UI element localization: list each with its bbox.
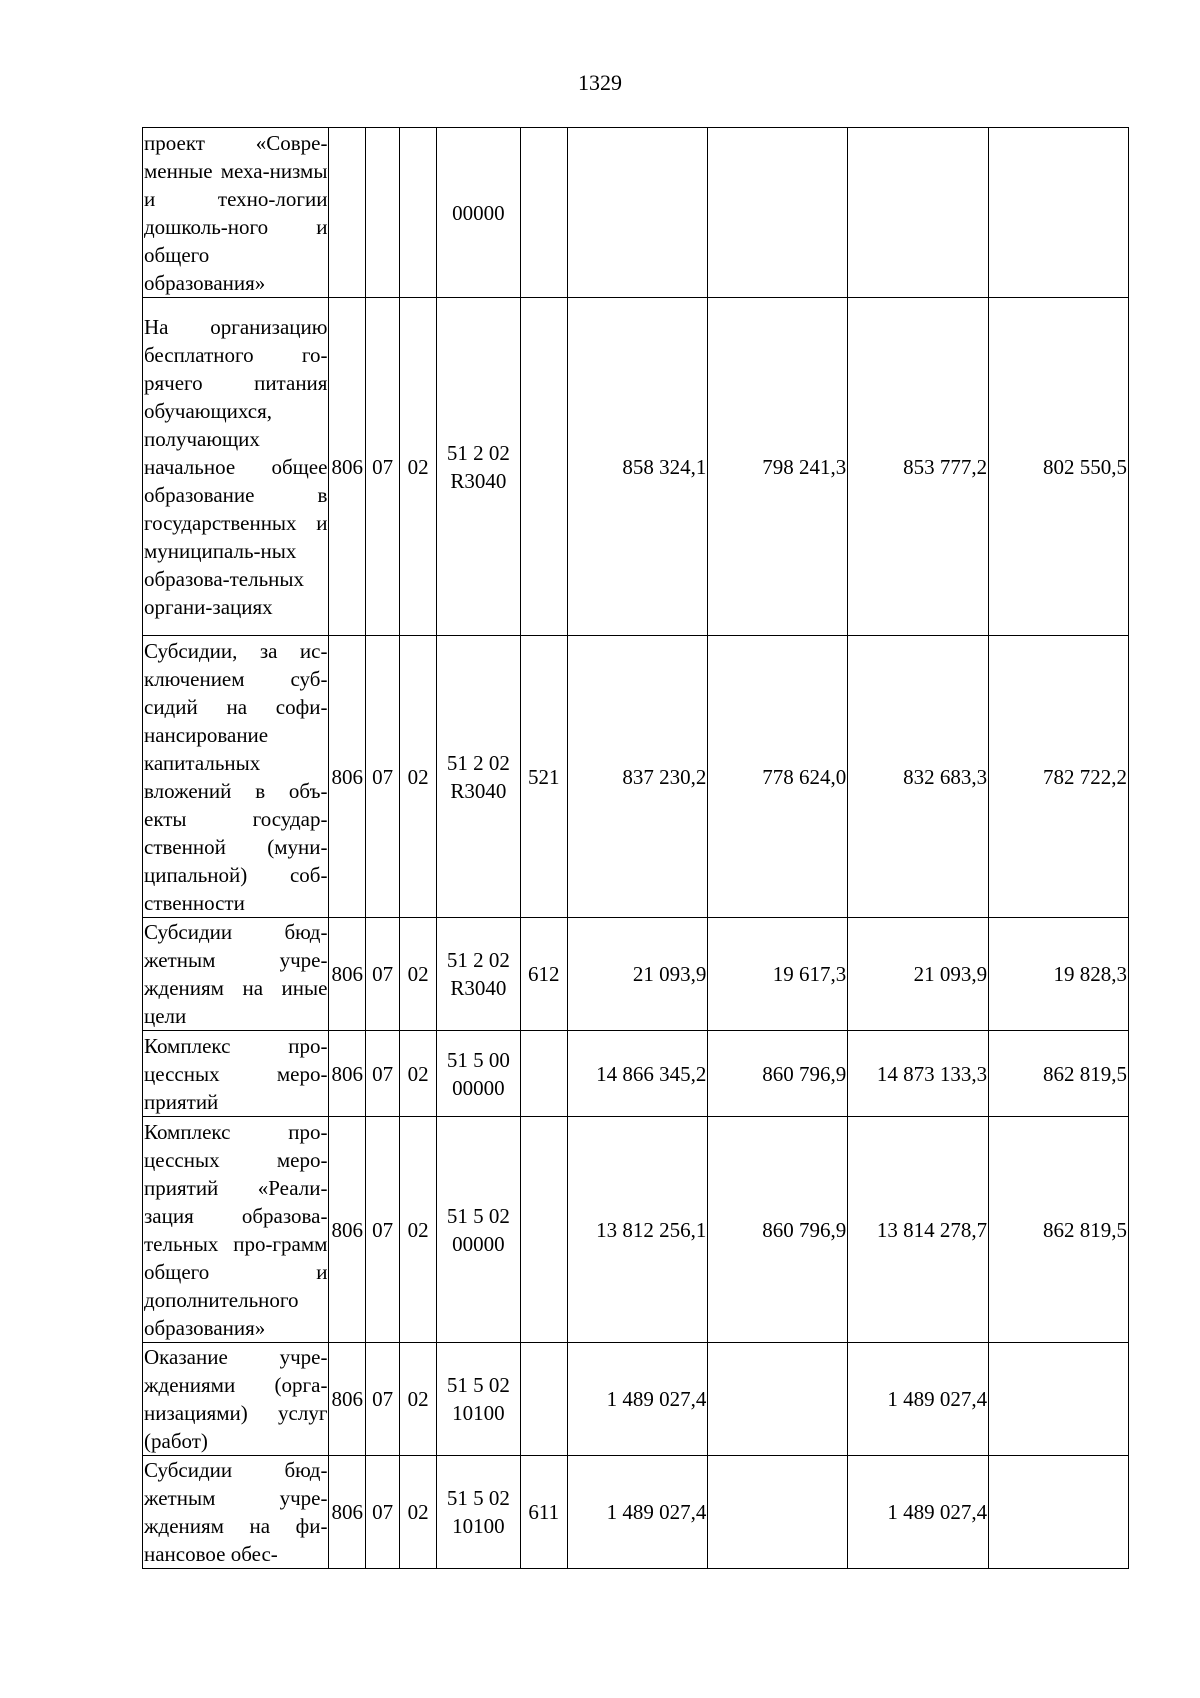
ved-code: 806	[329, 1343, 365, 1456]
target-article-code: 00000	[436, 128, 520, 298]
amount-2: 860 796,9	[708, 1117, 848, 1343]
table-row	[143, 1456, 1129, 1569]
section-code: 07	[365, 918, 399, 1031]
amount-3: 853 777,2	[848, 298, 989, 636]
amount-1: 1 489 027,4	[567, 1343, 708, 1456]
target-article-code: 51 5 02 10100	[436, 1343, 520, 1456]
amount-1	[567, 128, 708, 298]
subsection-code: 02	[400, 1031, 436, 1117]
table-row	[143, 1117, 1129, 1343]
target-article-code: 51 5 02 00000	[436, 1117, 520, 1343]
expense-type-code: 521	[520, 636, 567, 918]
row-name: Комплекс про-цессных меро-приятий «Реали-зация образова-тельных про-грамм общего и дополнительного образования»	[143, 1117, 329, 1343]
target-article-code: 51 5 00 00000	[436, 1031, 520, 1117]
table-row	[143, 636, 1129, 918]
section-code: 07	[365, 1031, 399, 1117]
table-row	[143, 128, 1129, 298]
target-article-code: 51 5 02 10100	[436, 1456, 520, 1569]
ved-code: 806	[329, 1031, 365, 1117]
expense-type-code	[520, 128, 567, 298]
ved-code: 806	[329, 298, 365, 636]
budget-table	[142, 127, 1129, 1569]
amount-1: 837 230,2	[567, 636, 708, 918]
expense-type-code	[520, 298, 567, 636]
amount-4	[989, 1456, 1129, 1569]
row-name: Субсидии бюд-жетным учре-ждениям на иные цели	[143, 918, 329, 1031]
row-name: Оказание учре-ждениями (орга-низациями) услуг (работ)	[143, 1343, 329, 1456]
amount-3	[848, 128, 989, 298]
amount-2	[708, 128, 848, 298]
amount-2: 860 796,9	[708, 1031, 848, 1117]
amount-1: 14 866 345,2	[567, 1031, 708, 1117]
ved-code: 806	[329, 918, 365, 1031]
section-code: 07	[365, 1456, 399, 1569]
subsection-code: 02	[400, 1117, 436, 1343]
row-name: Субсидии бюд-жетным учре-ждениям на фи-нансовое обес-	[143, 1456, 329, 1569]
subsection-code	[400, 128, 436, 298]
expense-type-code	[520, 1117, 567, 1343]
amount-1: 1 489 027,4	[567, 1456, 708, 1569]
amount-4: 782 722,2	[989, 636, 1129, 918]
section-code: 07	[365, 1117, 399, 1343]
amount-1: 13 812 256,1	[567, 1117, 708, 1343]
amount-4: 19 828,3	[989, 918, 1129, 1031]
amount-4	[989, 128, 1129, 298]
amount-2: 19 617,3	[708, 918, 848, 1031]
table-row	[143, 1343, 1129, 1456]
expense-type-code	[520, 1343, 567, 1456]
ved-code	[329, 128, 365, 298]
amount-3: 1 489 027,4	[848, 1343, 989, 1456]
amount-4: 862 819,5	[989, 1031, 1129, 1117]
row-name: Субсидии, за ис-ключением суб-сидий на софи-нансирование капитальных вложений в объ-екты государ-ственной (муни-ципальной) соб-ственности	[143, 636, 329, 918]
amount-2: 798 241,3	[708, 298, 848, 636]
table-row	[143, 1031, 1129, 1117]
subsection-code: 02	[400, 298, 436, 636]
expense-type-code: 612	[520, 918, 567, 1031]
table-row	[143, 918, 1129, 1031]
section-code	[365, 128, 399, 298]
target-article-code: 51 2 02 R3040	[436, 918, 520, 1031]
expense-type-code	[520, 1031, 567, 1117]
section-code: 07	[365, 1343, 399, 1456]
amount-4: 802 550,5	[989, 298, 1129, 636]
amount-3: 21 093,9	[848, 918, 989, 1031]
amount-1: 21 093,9	[567, 918, 708, 1031]
target-article-code: 51 2 02 R3040	[436, 636, 520, 918]
row-name: Комплекс про-цессных меро-приятий	[143, 1031, 329, 1117]
ved-code: 806	[329, 1456, 365, 1569]
amount-2	[708, 1456, 848, 1569]
amount-2: 778 624,0	[708, 636, 848, 918]
amount-3: 14 873 133,3	[848, 1031, 989, 1117]
ved-code: 806	[329, 636, 365, 918]
amount-3: 832 683,3	[848, 636, 989, 918]
amount-3: 13 814 278,7	[848, 1117, 989, 1343]
section-code: 07	[365, 298, 399, 636]
ved-code: 806	[329, 1117, 365, 1343]
target-article-code: 51 2 02 R3040	[436, 298, 520, 636]
row-name: проект «Совре-менные меха-низмы и техно-логии дошколь-ного и общего образования»	[143, 128, 329, 298]
amount-4	[989, 1343, 1129, 1456]
subsection-code: 02	[400, 1343, 436, 1456]
section-code: 07	[365, 636, 399, 918]
table-row	[143, 298, 1129, 636]
row-name: На организацию бесплатного го-рячего питания обучающихся, получающих начальное общее образование в государственных и муниципаль-ных образова-тельных органи-зациях	[143, 298, 329, 636]
subsection-code: 02	[400, 918, 436, 1031]
amount-4: 862 819,5	[989, 1117, 1129, 1343]
subsection-code: 02	[400, 1456, 436, 1569]
subsection-code: 02	[400, 636, 436, 918]
page-number: 1329	[578, 70, 622, 95]
expense-type-code: 611	[520, 1456, 567, 1569]
amount-1: 858 324,1	[567, 298, 708, 636]
amount-3: 1 489 027,4	[848, 1456, 989, 1569]
amount-2	[708, 1343, 848, 1456]
